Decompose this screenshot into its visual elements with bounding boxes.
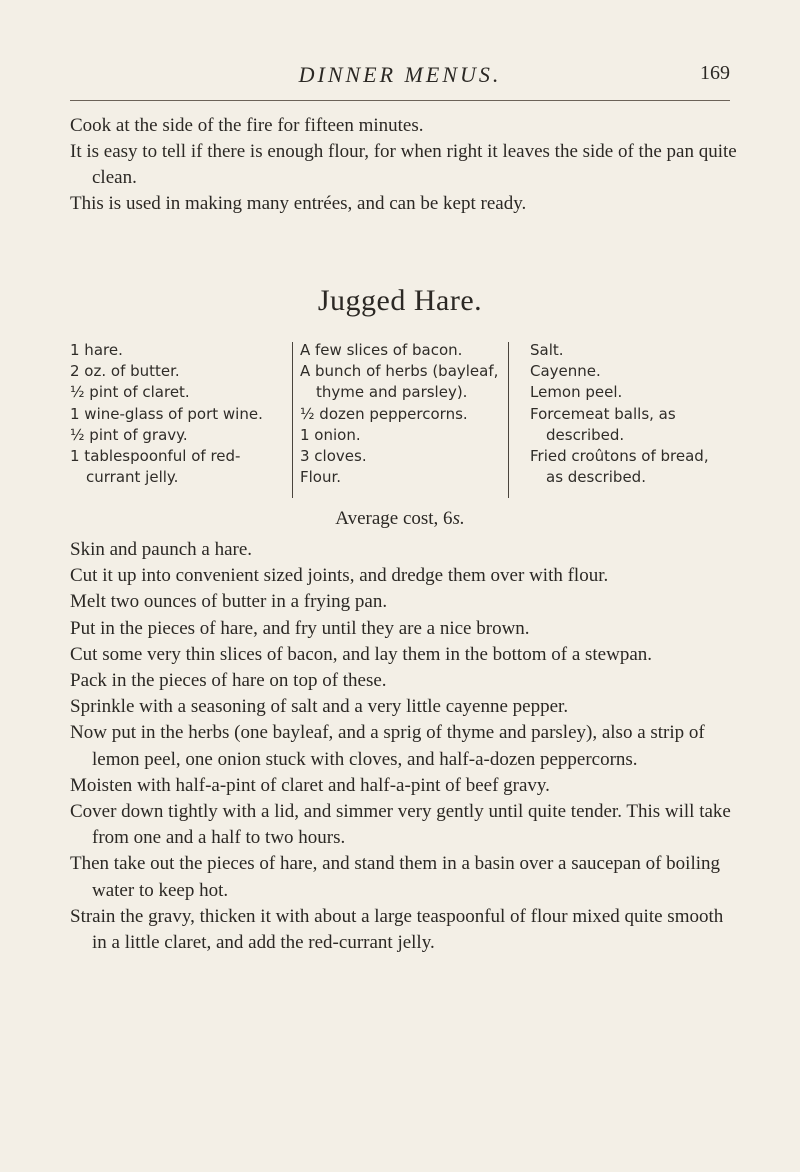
ingredient-item: ½ pint of gravy.: [70, 425, 188, 444]
method-step: Cover down tightly with a lid, and simmer very gently until quite tender. This will take from one and a half to two hours.: [70, 801, 731, 849]
ingredient-item: Flour.: [300, 468, 342, 487]
method-step: Moisten with half-a-pint of claret and half-a-pint of beef gravy.: [70, 774, 550, 796]
method-step: Now put in the herbs (one bayleaf, and a sprig of thyme and parsley), also a strip of lemon peel, one onion stuck with cloves, and half-a-dozen peppercorns.: [70, 722, 705, 770]
method-step: Put in the pieces of hare, and fry until they are a nice brown.: [70, 617, 530, 639]
method-step: Pack in the pieces of hare on top of these.: [70, 670, 387, 692]
ingredient-item: 1 onion.: [300, 425, 361, 444]
ingredient-item: 1 hare.: [70, 341, 123, 359]
method-steps: [70, 537, 740, 956]
ingredient-item: Lemon peel.: [530, 383, 623, 402]
ingredient-item: A few slices of bacon.: [300, 341, 463, 359]
method-step: Strain the gravy, thicken it with about a large teaspoonful of flour mixed quite smooth in a little claret, and add the red-currant jelly.: [70, 905, 724, 954]
column-divider: [508, 342, 509, 498]
intro-text: [70, 113, 740, 217]
ingredient-item: Fried croûtons of bread, as described.: [530, 447, 709, 487]
ingredient-item: ½ pint of claret.: [70, 383, 190, 402]
intro-paragraph: It is easy to tell if there is enough flour, for when right it leaves the side of the pan quite clean.: [70, 141, 737, 188]
method-step: Cut it up into convenient sized joints, and dredge them over with flour.: [70, 565, 609, 587]
cost-unit: s.: [452, 508, 465, 529]
method-step: Sprinkle with a seasoning of salt and a very little cayenne pepper.: [70, 696, 569, 718]
ingredient-item: Forcemeat balls, as described.: [530, 404, 676, 444]
ingredient-item: 3 cloves.: [300, 447, 367, 466]
page-number: 169: [700, 62, 730, 84]
method-step: Skin and paunch a hare.: [70, 539, 253, 560]
cost-label: Average cost, 6: [335, 508, 453, 529]
ingredient-item: 1 tablespoonful of red-currant jelly.: [70, 447, 241, 487]
ingredient-item: A bunch of herbs (bayleaf, thyme and parsley).: [300, 362, 499, 402]
column-divider: [292, 342, 293, 498]
ingredients-column-3: [530, 340, 725, 488]
ingredient-item: Salt.: [530, 341, 564, 359]
method-step: Then take out the pieces of hare, and stand them in a basin over a saucepan of boiling water to keep hot.: [70, 853, 720, 901]
ingredient-item: 1 wine-glass of port wine.: [70, 404, 263, 423]
recipe-title: Jugged Hare.: [317, 284, 483, 317]
average-cost: [0, 508, 800, 530]
ingredient-item: Cayenne.: [530, 362, 601, 381]
ingredient-item: ½ dozen peppercorns.: [300, 404, 468, 423]
ingredients-column-2: [300, 340, 510, 488]
ingredients-column-1: [70, 340, 282, 488]
intro-paragraph: This is used in making many entrées, and can be kept ready.: [70, 193, 527, 214]
header-rule: [70, 100, 730, 101]
running-title: DINNER MENUS.: [298, 62, 502, 87]
page-header: [70, 62, 730, 102]
method-step: Cut some very thin slices of bacon, and lay them in the bottom of a stewpan.: [70, 643, 653, 665]
ingredient-item: 2 oz. of butter.: [70, 362, 180, 381]
ingredients-table: [70, 340, 720, 500]
intro-paragraph: Cook at the side of the fire for fifteen minutes.: [70, 115, 424, 136]
method-step: Melt two ounces of butter in a frying pan.: [70, 591, 388, 613]
